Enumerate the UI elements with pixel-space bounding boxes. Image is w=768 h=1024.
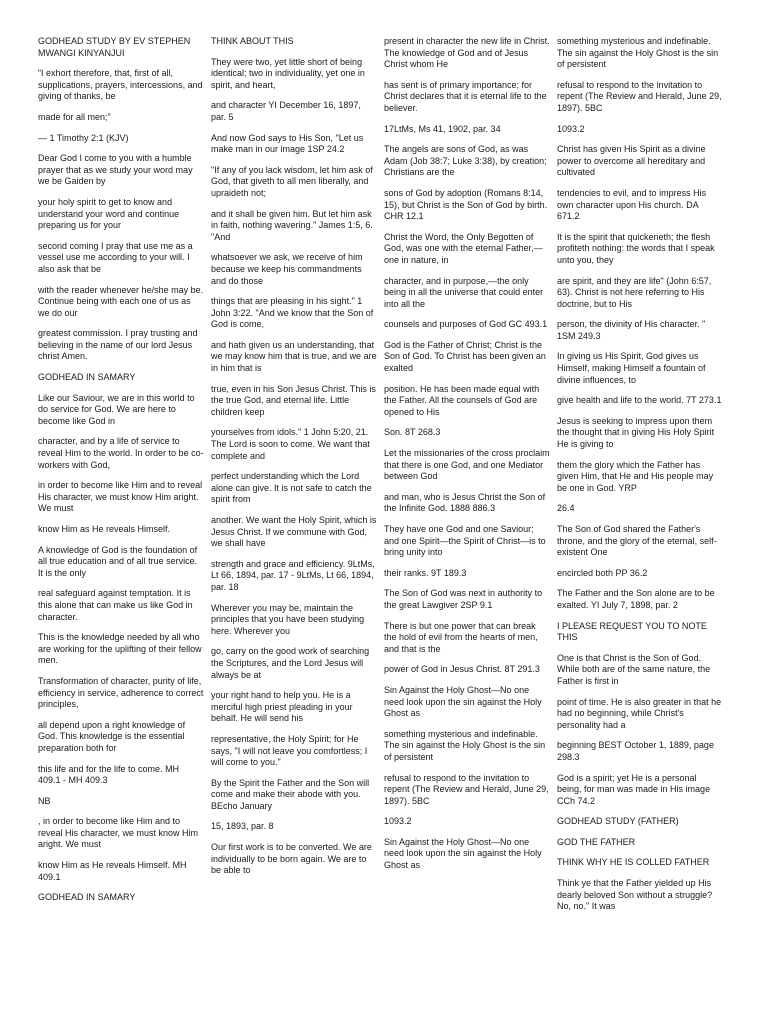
- paragraph: person, the divinity of His character. " 1SM 249.3: [557, 319, 706, 341]
- paragraph: THINK WHY HE IS COLLED FATHER: [557, 857, 710, 868]
- paragraph: in order to become like Him and to reveal His character, we must know Him aright. We must: [38, 480, 203, 514]
- paragraph: tendencies to evil, and to impress His own character upon His church. DA 671.2: [557, 187, 707, 222]
- paragraph: NB: [38, 795, 51, 806]
- paragraph: beginning BEST October 1, 1889, page 298.3: [557, 740, 714, 762]
- paragraph: your holy spirit to get to know and understand your word and continue preparing us for your: [38, 196, 180, 231]
- paragraph: By the Spirit the Father and the Son will come and make their abode with you. BEcho January: [211, 777, 370, 811]
- paragraph: GODHEAD STUDY (FATHER): [557, 816, 679, 827]
- paragraph: second coming I pray that use me as a vessel use me according to your will. I also ask that be: [38, 240, 193, 274]
- paragraph: The Father and the Son alone are to be exalted. YI July 7, 1898, par. 2: [557, 588, 715, 610]
- paragraph: Like our Saviour, we are in this world to do service for God. We are here to become like God in: [38, 392, 195, 426]
- paragraph: A knowledge of God is the foundation of all true education and of all true service. It is the only: [38, 544, 198, 578]
- paragraph: “I exhort therefore, that, first of all, supplications, prayers, intercessions, and giving of thanks, be: [38, 68, 203, 102]
- paragraph: refusal to respond to the invitation to repent (The Review and Herald, June 29, 1897). 5BC: [557, 79, 722, 113]
- paragraph: has sent is of primary importance; for Christ declares that it is eternal life to the believer.: [384, 79, 547, 113]
- paragraph: It is the spirit that quickeneth; the flesh profiteth nothing: the words that I speak unto you, they: [557, 231, 715, 265]
- paragraph: Our first work is to be converted. We are individually to be born again. We are to be able to: [211, 842, 372, 876]
- paragraph: They have one God and one Saviour; and one Spirit—the Spirit of Christ—is to bring unity into: [384, 524, 546, 558]
- paragraph: The Son of God shared the Father's throne, and the glory of the eternal, self-existent One: [557, 524, 717, 558]
- paragraph: — 1 Timothy 2:1 (KJV): [38, 132, 129, 143]
- paragraph: One is that Christ is the Son of God. While both are of the same nature, the Father is first in: [557, 652, 711, 686]
- paragraph: Christ the Word, the Only Begotten of God, was one with the eternal Father,—one in nature, in: [384, 231, 543, 265]
- paragraph: counsels and purposes of God GC 493.1: [384, 319, 548, 330]
- paragraph: 17LtMs, Ms 41, 1902, par. 34: [384, 123, 501, 134]
- paragraph: GODHEAD IN SAMARY: [38, 372, 136, 383]
- paragraph: GOD THE FATHER: [557, 836, 636, 847]
- paragraph: and character YI December 16, 1897, par. 5: [211, 100, 361, 122]
- paragraph: Let the missionaries of the cross proclaim that there is one God, and one Mediator between God: [384, 448, 550, 482]
- paragraph: true, even in his Son Jesus Christ. This is the true God, and eternal life. Little children keep: [211, 383, 376, 417]
- paragraph: The angels are sons of God, as was Adam (Job 38:7; Luke 3:38), by creation; Christians are the: [384, 144, 547, 178]
- paragraph: Dear God I come to you with a humble prayer that as we study your word may we be Gaiden by: [38, 153, 193, 187]
- paragraph: GODHEAD STUDY BY EV STEPHEN MWANGI KINYANJUI: [38, 36, 191, 58]
- paragraph: refusal to respond to the invitation to repent (The Review and Herald, June 29, 1897). 5BC: [384, 772, 549, 806]
- paragraph: position. He has been made equal with the Father. All the counsels of God are opened to His: [384, 383, 540, 417]
- paragraph: 1093.2: [384, 816, 412, 827]
- paragraph: all depend upon a right knowledge of God. This knowledge is the essential preparation both for: [38, 719, 186, 753]
- paragraph: Son. 8T 268.3: [384, 427, 441, 438]
- text-column: [38, 36, 204, 913]
- paragraph: , in order to become like Him and to reveal His character, we must know Him aright. We must: [38, 816, 199, 850]
- paragraph: perfect understanding which the Lord alone can give. It is not safe to catch the spirit from: [211, 471, 372, 505]
- paragraph: give health and life to the world. 7T 273.1: [557, 395, 722, 406]
- paragraph: Sin Against the Holy Ghost—No one need look upon the sin against the Holy Ghost as: [384, 684, 542, 719]
- paragraph: I PLEASE REQUEST YOU TO NOTE THIS: [557, 620, 707, 643]
- paragraph: something mysterious and indefinable. The sin against the Holy Ghost is the sin of persistent: [384, 728, 546, 762]
- paragraph: real safeguard against temptation. It is this alone that can make us like God in character.: [38, 588, 193, 622]
- paragraph: power of God in Jesus Christ. 8T 291.3: [384, 664, 540, 675]
- text-column: [384, 36, 550, 881]
- paragraph: Think ye that the Father yielded up His dearly beloved Son without a struggle? No, no." It was: [557, 878, 713, 912]
- paragraph: encircled both PP 36.2: [557, 567, 648, 578]
- paragraph: point of time. He is also greater in that he had no beginning, while Christ's personality had a: [557, 696, 722, 730]
- paragraph: and man, who is Jesus Christ the Son of the Infinite God. 1888 886.3: [384, 491, 546, 514]
- text-column: [557, 36, 723, 922]
- paragraph: Christ has given His Spirit as a divine power to overcome all hereditary and cultivated: [557, 144, 706, 178]
- paragraph: strength and grace and efficiency. 9LtMs, Lt 66, 1894, par. 17 - 9LtMs, Lt 66, 1894, par. 18: [211, 558, 375, 592]
- text-column: [211, 36, 377, 886]
- paragraph: Sin Against the Holy Ghost—No one need look upon the sin against the Holy Ghost as: [384, 836, 542, 871]
- paragraph: There is but one power that can break the hold of evil from the hearts of men, and that is the: [384, 620, 538, 654]
- paragraph: This is the knowledge needed by all who are working for the uplifting of their fellow men.: [38, 632, 202, 666]
- paragraph: another. We want the Holy Spirit, which is Jesus Christ. If we commune with God, we shall have: [211, 515, 377, 549]
- paragraph: representative, the Holy Spirit; for He says, "I will not leave you comfortless; I will come to you.": [211, 733, 368, 768]
- paragraph: 15, 1893, par. 8: [211, 821, 274, 832]
- paragraph: character, and in purpose,—the only being in all the universe that could enter into all the: [384, 275, 544, 309]
- paragraph: your right hand to help you. He is a merciful high priest pleading in your behalf. He will send his: [211, 690, 353, 724]
- paragraph: They were two, yet little short of being identical; two in individuality, yet one in spirit, and heart,: [211, 56, 365, 90]
- paragraph: Jesus is seeking to impress upon them the thought that in giving His Holy Spirit He is giving to: [557, 415, 715, 450]
- paragraph: sons of God by adoption (Romans 8:14, 15), but Christ is the Son of God by birth. CHR 12.1: [384, 187, 548, 222]
- paragraph: character, and by a life of service to reveal Him to the world. In order to be co-workers with God,: [38, 436, 204, 470]
- paragraph: know Him as He reveals Himself. MH 409.1: [38, 860, 187, 882]
- paragraph: Transformation of character, purity of life, efficiency in service, adherence to correct principles,: [38, 675, 204, 710]
- paragraph: God is the Father of Christ; Christ is the Son of God. To Christ has been given an exalted: [384, 339, 546, 374]
- paragraph: THINK ABOUT THIS: [211, 36, 294, 46]
- paragraph: with the reader whenever he/she may be. Continue being with each one of us as we do our: [38, 284, 204, 318]
- paragraph: go, carry on the good work of searching the Scriptures, and the Lord Jesus will always be at: [211, 646, 370, 680]
- paragraph: God is a spirit; yet He is a personal being, for man was made in His image CCh 74.2: [557, 772, 711, 806]
- paragraph: In giving us His Spirit, God gives us Himself, making Himself a fountain of divine influences, to: [557, 351, 706, 385]
- paragraph: whatsoever we ask, we receive of him because we keep his commandments and do those: [211, 252, 363, 286]
- paragraph: present in character the new life in Christ. The knowledge of God and of Jesus Christ whom He: [384, 36, 550, 70]
- paragraph: Wherever you may be, maintain the principles that you have been studying here. Wherever you: [211, 602, 365, 636]
- paragraph: and it shall be given him. But let him ask in faith, nothing wavering." James 1:5, 6. "And: [211, 208, 373, 242]
- paragraph: know Him as He reveals Himself.: [38, 524, 171, 534]
- paragraph: something mysterious and indefinable. The sin against the Holy Ghost is the sin of persistent: [557, 36, 719, 70]
- paragraph: things that are pleasing in his sight." 1 John 3:22. "And we know that the Son of God is come,: [211, 296, 374, 330]
- paragraph: are spirit, and they are life" (John 6:57, 63). Christ is not here referring to His doctrine, but to His: [557, 275, 712, 309]
- paragraph: their ranks. 9T 189.3: [384, 567, 467, 578]
- paragraph: them the glory which the Father has given Him, that He and His people may be one in God. YRP: [557, 459, 714, 493]
- paragraph: made for all men;”: [38, 111, 111, 122]
- paragraph: and hath given us an understanding, that we may know him that is true, and we are in him that is: [211, 339, 377, 374]
- paragraph: 26.4: [557, 503, 575, 514]
- paragraph: this life and for the life to come. MH 409.1 - MH 409.3: [38, 763, 180, 786]
- paragraph: And now God says to His Son, "Let us make man in our image 1SP 24.2: [211, 132, 364, 155]
- paragraph: GODHEAD IN SAMARY: [38, 892, 136, 903]
- paragraph: yourselves from idols." 1 John 5:20, 21. The Lord is soon to come. We want that complete and: [211, 427, 370, 461]
- paragraph: greatest commission. I pray trusting and believing in the name of our lord Jesus christ Amen.: [38, 328, 198, 362]
- paragraph: The Son of God was next in authority to the great Lawgiver 2SP 9.1: [384, 588, 543, 610]
- paragraph: "If any of you lack wisdom, let him ask of God, that giveth to all men liberally, and upraideth not;: [211, 164, 373, 198]
- paragraph: 1093.2: [557, 123, 585, 134]
